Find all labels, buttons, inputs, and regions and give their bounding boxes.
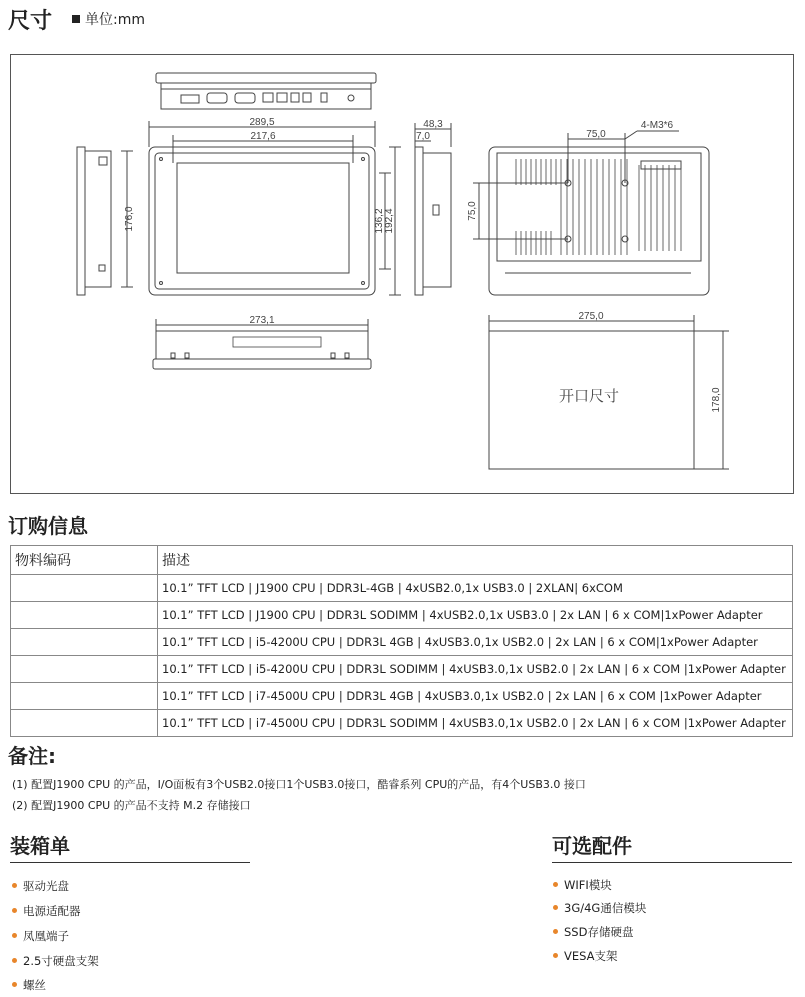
dim-cutout-height: 178,0 bbox=[711, 387, 722, 413]
bullet-icon bbox=[553, 929, 558, 934]
header-description: 描述 bbox=[158, 546, 793, 575]
bullet-icon bbox=[12, 982, 17, 987]
option-item: SSD存储硬盘 bbox=[553, 924, 633, 940]
bottom-view bbox=[153, 319, 371, 369]
dim-width-outer: 289,5 bbox=[249, 117, 275, 128]
dim-height-screen: 136,2 bbox=[374, 208, 385, 234]
packing-item: 电源适配器 bbox=[12, 903, 81, 919]
row-description: 10.1” TFT LCD | i7-4500U CPU | DDR3L SODIMM | 4xUSB3.0,1x USB2.0 | 2x LAN | 6 x COM |1xPower Adapter bbox=[158, 710, 793, 737]
packing-list-title: 装箱单 bbox=[10, 834, 70, 858]
unit-label bbox=[72, 9, 145, 29]
bullet-icon bbox=[12, 883, 17, 888]
dim-depth-small: 7,0 bbox=[416, 131, 430, 142]
row-code bbox=[11, 683, 158, 710]
dim-depth: 48,3 bbox=[423, 119, 443, 130]
row-code bbox=[11, 656, 158, 683]
bullet-icon bbox=[553, 882, 558, 887]
note-item: (1) 配置J1900 CPU 的产品，I/O面板有3个USB2.0接口1个USB3.0接口，酷睿系列 CPU的产品，有4个USB3.0 接口 bbox=[12, 778, 586, 791]
dim-rear-height: 75,0 bbox=[467, 201, 478, 221]
row-code bbox=[11, 710, 158, 737]
dim-height-left: 176,0 bbox=[124, 206, 135, 232]
table-row bbox=[11, 710, 793, 737]
drawing-svg bbox=[11, 55, 793, 493]
table-row bbox=[11, 602, 793, 629]
header-material-code: 物料编码 bbox=[11, 546, 158, 575]
option-item: VESA支架 bbox=[553, 948, 618, 964]
row-code bbox=[11, 629, 158, 656]
bullet-icon bbox=[12, 908, 17, 913]
table-row bbox=[11, 575, 793, 602]
optional-accessories-title: 可选配件 bbox=[552, 834, 632, 858]
dim-screw: 4-M3*6 bbox=[640, 120, 674, 131]
table-row bbox=[11, 656, 793, 683]
table-row bbox=[11, 683, 793, 710]
dim-width-inner: 217,6 bbox=[250, 131, 276, 142]
row-description: 10.1” TFT LCD | J1900 CPU | DDR3L SODIMM | 4xUSB2.0,1x USB3.0 | 2x LAN | 6 x COM|1xPower Adapter bbox=[158, 602, 793, 629]
options-divider bbox=[552, 862, 792, 863]
packing-item: 凤凰端子 bbox=[12, 928, 69, 944]
unit-text: 单位:mm bbox=[85, 12, 145, 28]
square-bullet-icon bbox=[72, 15, 80, 23]
right-side-view bbox=[415, 123, 451, 295]
dim-bottom-width: 273,1 bbox=[249, 315, 275, 326]
rear-view bbox=[473, 131, 709, 295]
row-code bbox=[11, 575, 158, 602]
row-description: 10.1” TFT LCD | i5-4200U CPU | DDR3L 4GB | 4xUSB3.0,1x USB2.0 | 2x LAN | 6 x COM|1xPower Adapter bbox=[158, 629, 793, 656]
dim-rear-width: 75,0 bbox=[586, 129, 606, 140]
option-item: WIFI模块 bbox=[553, 877, 612, 893]
packing-item: 2.5寸硬盘支架 bbox=[12, 953, 99, 969]
row-description: 10.1” TFT LCD | i7-4500U CPU | DDR3L 4GB | 4xUSB3.0,1x USB2.0 | 2x LAN | 6 x COM |1xPower Adapter bbox=[158, 683, 793, 710]
cutout-label: 开口尺寸 bbox=[558, 388, 620, 405]
order-table bbox=[10, 545, 793, 737]
packing-item: 驱动光盘 bbox=[12, 878, 69, 894]
dimension-drawing bbox=[10, 54, 794, 494]
front-view bbox=[149, 121, 401, 295]
dim-cutout-width: 275,0 bbox=[578, 311, 604, 322]
packing-item: 螺丝 bbox=[12, 977, 46, 993]
top-view bbox=[156, 73, 376, 109]
notes-title: 备注: bbox=[8, 744, 56, 768]
table-row bbox=[11, 629, 793, 656]
dim-height-outer: 192,4 bbox=[384, 208, 395, 234]
size-title: 尺寸 bbox=[8, 9, 53, 34]
bullet-icon bbox=[12, 958, 17, 963]
bullet-icon bbox=[553, 953, 558, 958]
note-item: (2) 配置J1900 CPU 的产品不支持 M.2 存储接口 bbox=[12, 799, 251, 812]
option-item: 3G/4G通信模块 bbox=[553, 900, 646, 916]
row-code bbox=[11, 602, 158, 629]
bullet-icon bbox=[553, 905, 558, 910]
order-table-header bbox=[11, 546, 793, 575]
bullet-icon bbox=[12, 933, 17, 938]
row-description: 10.1” TFT LCD | i5-4200U CPU | DDR3L SODIMM | 4xUSB3.0,1x USB2.0 | 2x LAN | 6 x COM |1xPower Adapter bbox=[158, 656, 793, 683]
row-description: 10.1” TFT LCD | J1900 CPU | DDR3L-4GB | 4xUSB2.0,1x USB3.0 | 2XLAN| 6xCOM bbox=[158, 575, 793, 602]
order-info-title: 订购信息 bbox=[8, 514, 88, 538]
packing-divider bbox=[10, 862, 250, 863]
